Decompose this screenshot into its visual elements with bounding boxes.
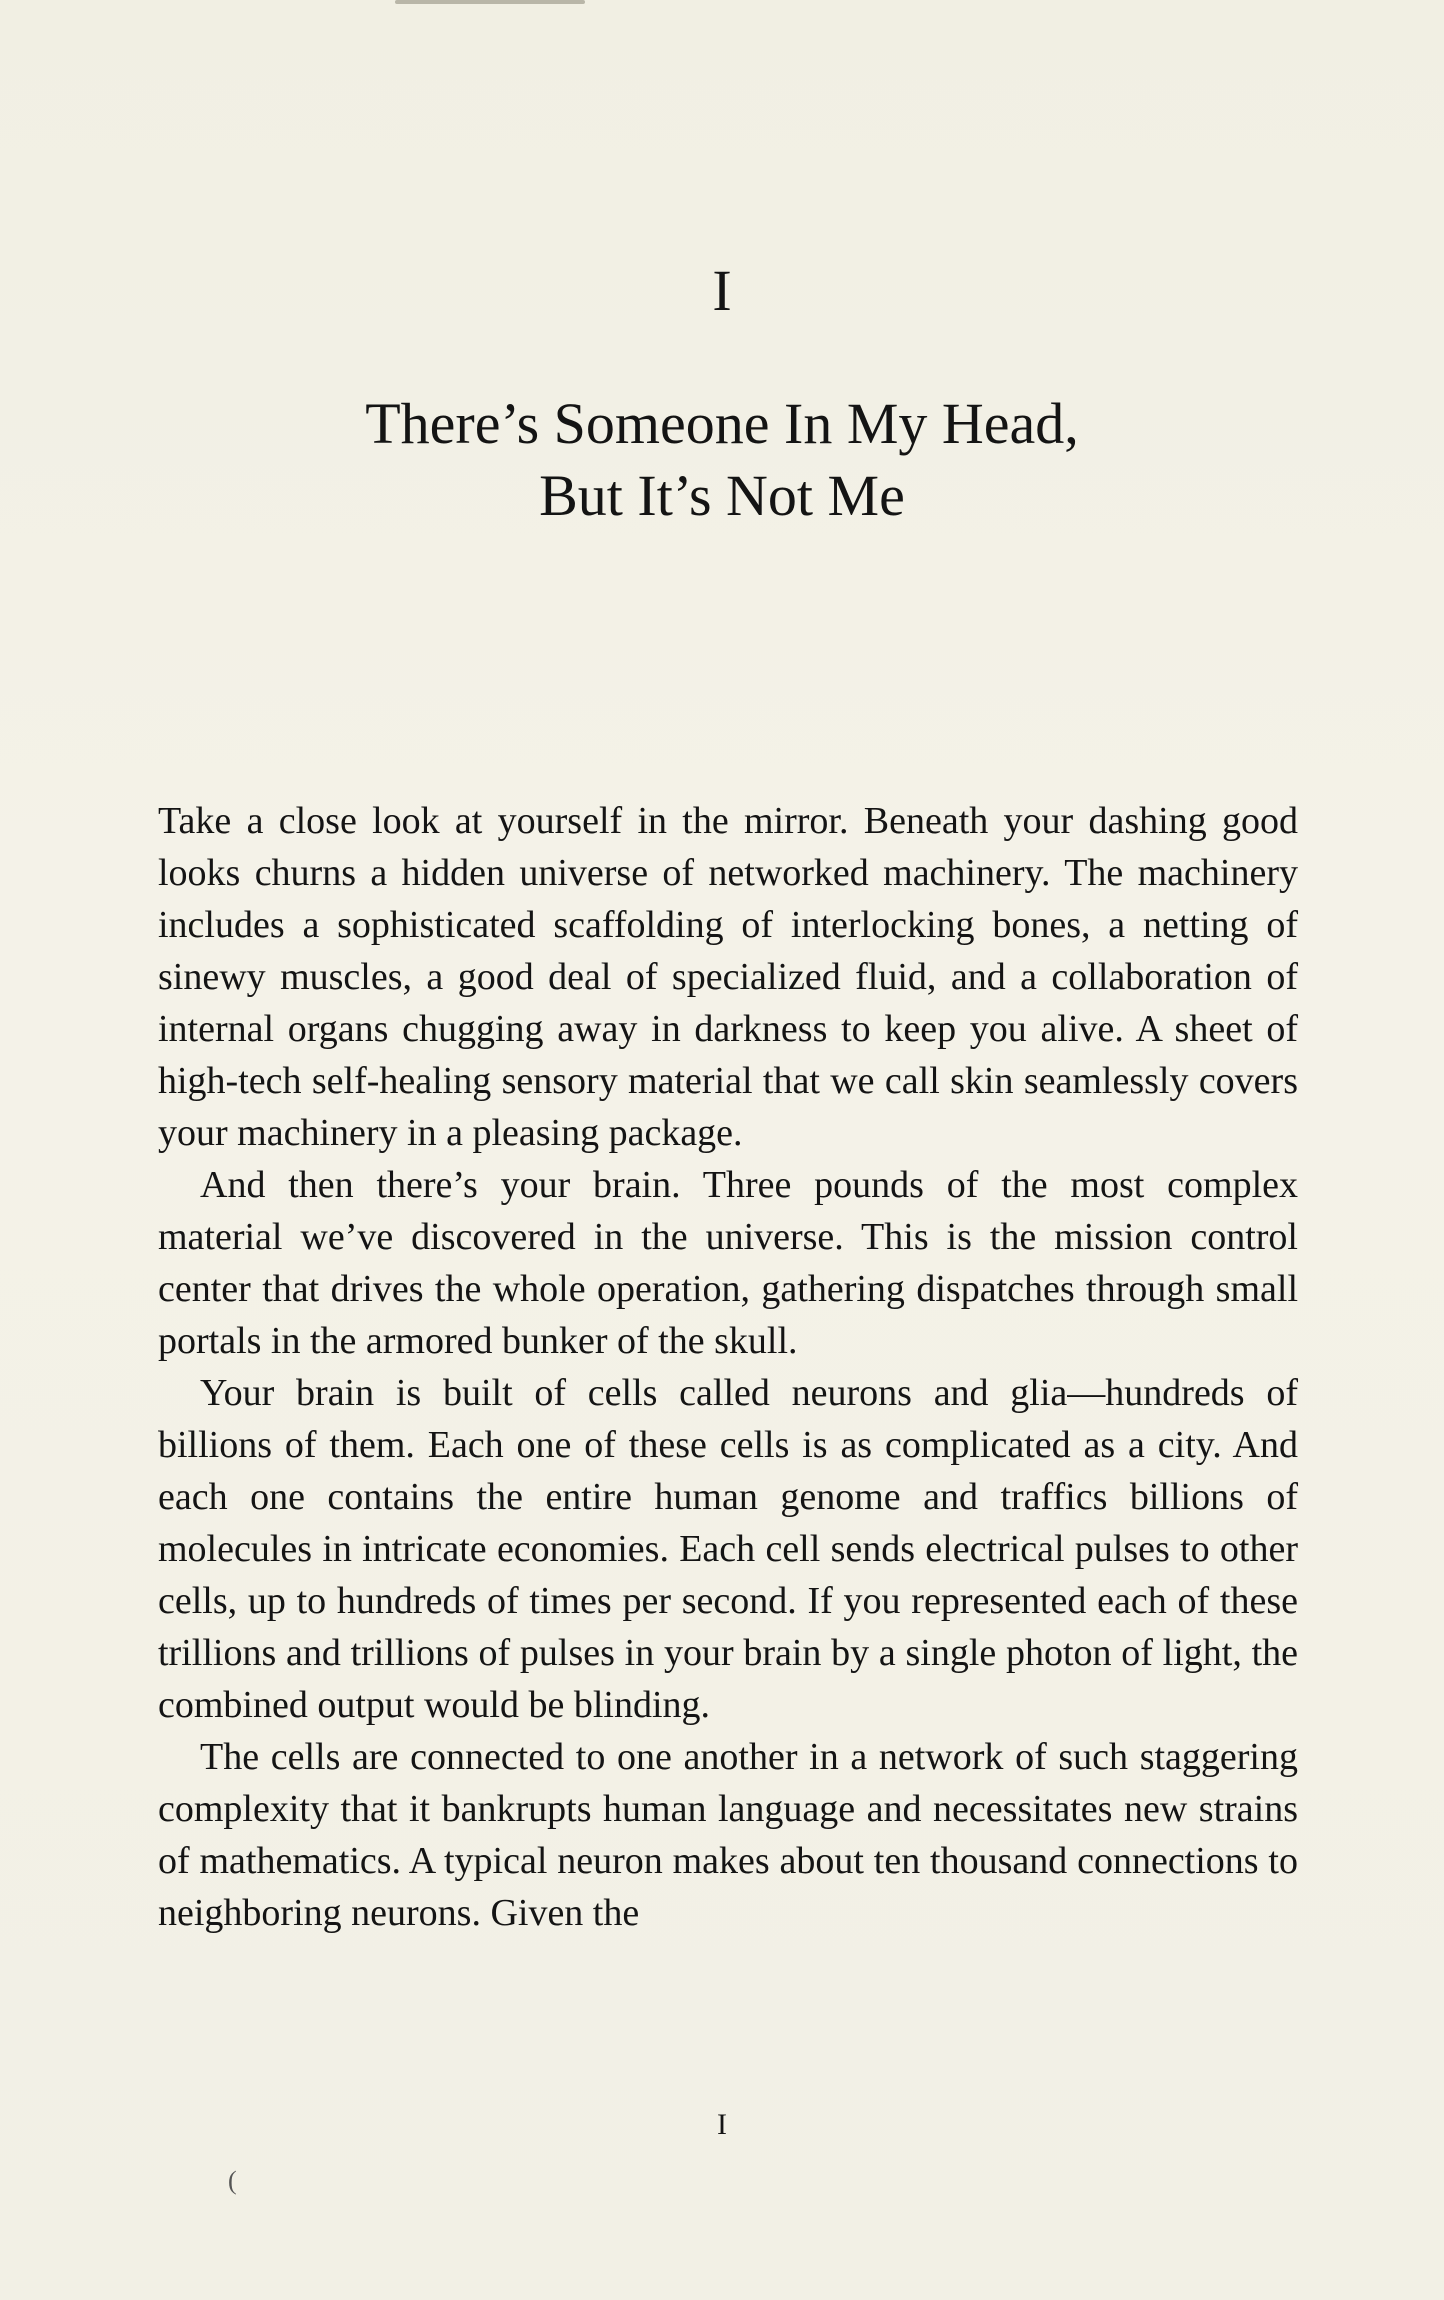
chapter-number: I: [712, 258, 732, 323]
page-number: I: [717, 2108, 727, 2141]
chapter-title-line-2: But It’s Not Me: [539, 463, 905, 528]
paragraph-4: The cells are connected to one another in a network of such staggering complexity that it bankrupts human language and necessitates new strains of mathematics. A typical neuron makes about ten thousand connections to neighboring neurons. Given the: [158, 1736, 1298, 1934]
paragraph-2: And then there’s your brain. Three pounds of the most complex material we’ve discovered in the universe. This is the mission control center that drives the whole operation, gathering dispatches through small portals in the armored bunker of the skull.: [158, 1164, 1298, 1362]
chapter-title-line-1: There’s Someone In My Head,: [365, 391, 1079, 456]
chapter-body: [158, 795, 1298, 1939]
paragraph-1: Take a close look at yourself in the mirror. Beneath your dashing good looks churns a hidden universe of networked machinery. The machinery includes a sophisticated scaffolding of interlocking bones, a netting of sinewy muscles, a good deal of specialized fluid, and a collaboration of internal organs chugging away in darkness to keep you alive. A sheet of high-tech self-healing sensory material that we call skin seamlessly covers your machinery in a pleasing package.: [158, 800, 1298, 1154]
paragraph-3: Your brain is built of cells called neurons and glia—hundreds of billions of them. Each one of these cells is as complicated as a city. And each one contains the entire human genome and traffics billions of molecules in intricate economies. Each cell sends electrical pulses to other cells, up to hundreds of times per second. If you represented each of these trillions and trillions of pulses in your brain by a single photon of light, the combined output would be blinding.: [158, 1372, 1298, 1726]
chapter-title: [0, 388, 1444, 532]
page-edge-mark: [395, 0, 585, 4]
stray-mark: (: [228, 2166, 237, 2195]
